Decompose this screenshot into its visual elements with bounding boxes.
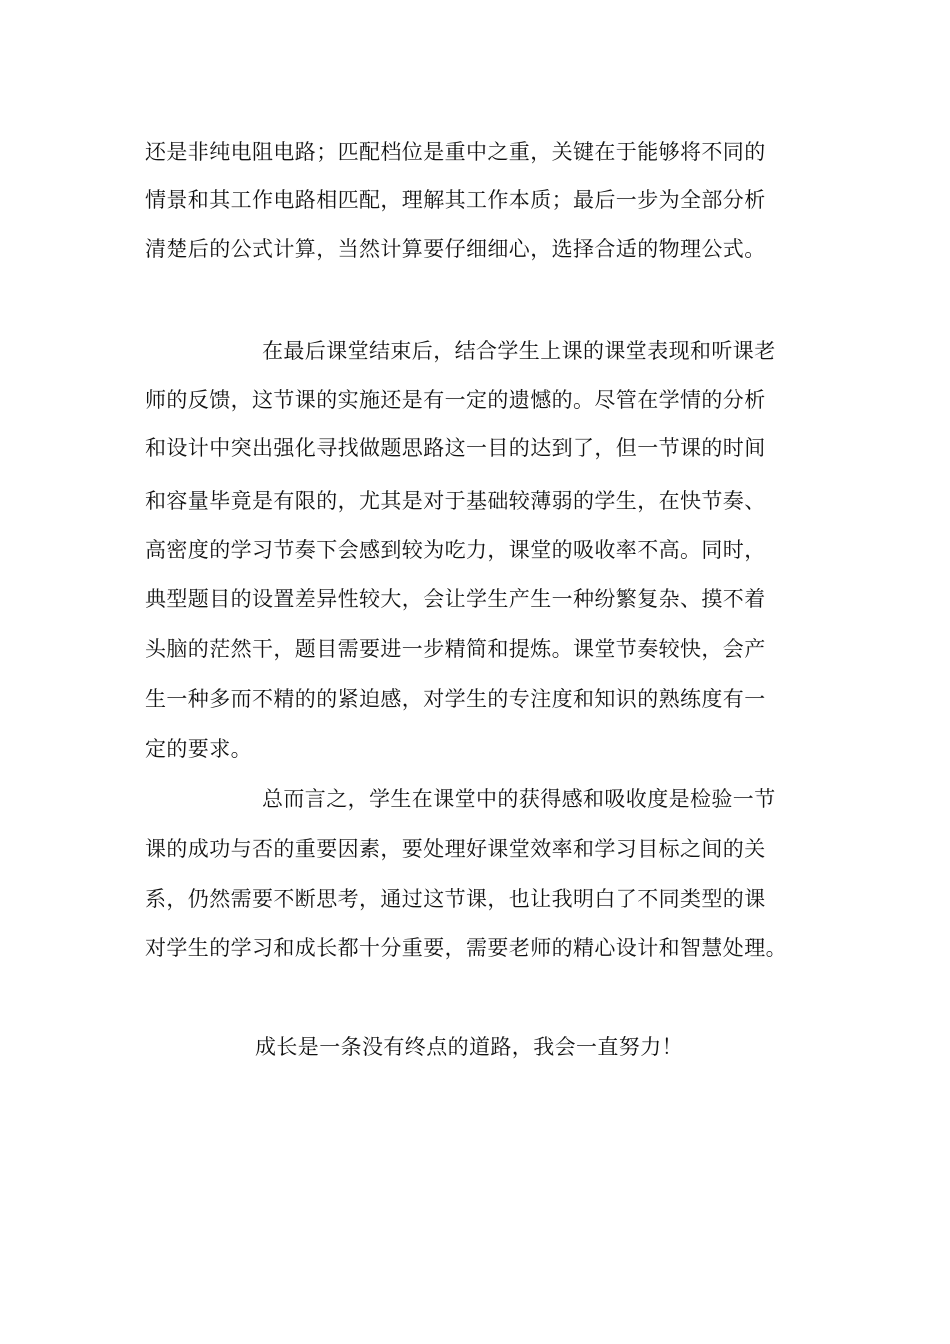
text-line: 清楚后的公式计算，当然计算要仔细细心，选择合适的物理公式。 xyxy=(145,237,766,261)
text-line: 定的要求。 xyxy=(145,737,252,761)
text-line: 总而言之，学生在课堂中的获得感和吸收度是检验一节 xyxy=(262,787,776,811)
text-line: 高密度的学习节奏下会感到较为吃力，课堂的吸收率不高。同时， xyxy=(145,538,766,562)
text-line: 头脑的茫然干，题目需要进一步精简和提炼。课堂节奏较快，会产 xyxy=(145,637,766,661)
text-line: 对学生的学习和成长都十分重要，需要老师的精心设计和智慧处理。 xyxy=(145,936,787,960)
text-line: 典型题目的设置差异性较大，会让学生产生一种纷繁复杂、摸不着 xyxy=(145,587,766,611)
text-line: 师的反馈，这节课的实施还是有一定的遗憾的。尽管在学情的分析 xyxy=(145,388,766,412)
text-line: 成长是一条没有终点的道路，我会一直努力！ xyxy=(255,1035,683,1059)
text-line: 情景和其工作电路相匹配，理解其工作本质；最后一步为全部分析 xyxy=(145,188,766,212)
text-line: 和容量毕竟是有限的，尤其是对于基础较薄弱的学生，在快节奏、 xyxy=(145,489,766,513)
text-line: 在最后课堂结束后，结合学生上课的课堂表现和听课老 xyxy=(262,339,776,363)
text-line: 生一种多而不精的的紧迫感，对学生的专注度和知识的熟练度有一 xyxy=(145,687,766,711)
text-line: 还是非纯电阻电路；匹配档位是重中之重，关键在于能够将不同的 xyxy=(145,140,766,164)
text-line: 和设计中突出强化寻找做题思路这一目的达到了，但一节课的时间 xyxy=(145,436,766,460)
text-line: 系，仍然需要不断思考，通过这节课，也让我明白了不同类型的课 xyxy=(145,887,766,911)
text-line: 课的成功与否的重要因素，要处理好课堂效率和学习目标之间的关 xyxy=(145,837,766,861)
